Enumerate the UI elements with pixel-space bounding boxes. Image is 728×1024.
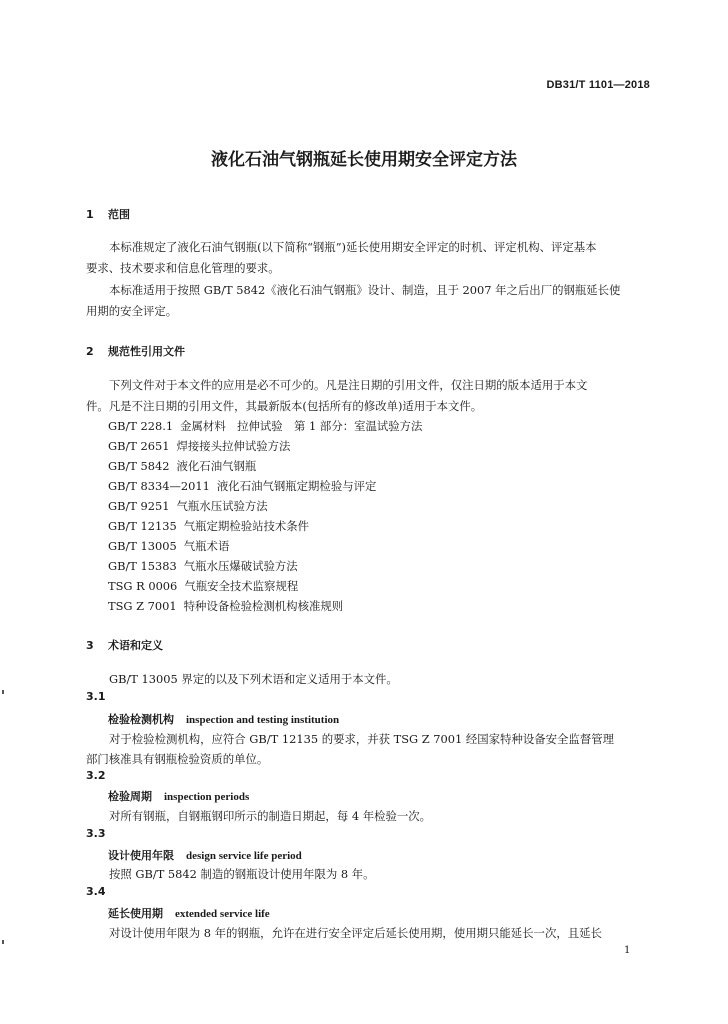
reference-name: 气瓶水压爆破试验方法 bbox=[183, 559, 298, 573]
term-zh: 检验周期 bbox=[108, 790, 152, 803]
term-en: design service life period bbox=[186, 850, 302, 862]
section-1-heading bbox=[86, 206, 130, 222]
reference-name: 特种设备检验检测机构核准规则 bbox=[183, 599, 344, 613]
section-2-heading bbox=[86, 343, 185, 359]
page-number: 1 bbox=[624, 945, 631, 956]
reference-code: GB/T 9251 bbox=[108, 499, 170, 513]
reference-code: GB/T 2651 bbox=[108, 439, 170, 453]
term-en: inspection and testing institution bbox=[186, 714, 340, 726]
terms-intro: GB/T 13005 界定的以及下列术语和定义适用于本文件。 bbox=[109, 672, 398, 686]
term-number: 3.1 bbox=[86, 690, 106, 703]
reference-name: 气瓶安全技术监察规程 bbox=[184, 579, 299, 593]
reference-item bbox=[108, 418, 422, 434]
scan-mark bbox=[2, 690, 4, 694]
reference-item bbox=[108, 438, 290, 454]
reference-name: 气瓶水压试验方法 bbox=[176, 499, 268, 513]
scope-para1-line1: 本标准规定了液化石油气钢瓶(以下简称“钢瓶”)延长使用期安全评定的时机、评定机构、评定基本 bbox=[109, 240, 597, 254]
references-intro-line1: 下列文件对于本文件的应用是必不可少的。凡是注日期的引用文件，仅注日期的版本适用于本文 bbox=[109, 378, 588, 392]
section-3-heading bbox=[86, 637, 163, 653]
standard-code: DB31/T 1101—2018 bbox=[546, 79, 650, 91]
term-zh: 检验检测机构 bbox=[108, 713, 174, 726]
reference-code: GB/T 8334—2011 bbox=[108, 479, 210, 493]
reference-item bbox=[108, 558, 298, 574]
reference-name: 气瓶术语 bbox=[183, 539, 230, 553]
scan-mark bbox=[2, 940, 4, 944]
term-definition-line1: 按照 GB/T 5842 制造的钢瓶设计使用年限为 8 年。 bbox=[109, 867, 375, 881]
reference-code: GB/T 15383 bbox=[108, 559, 177, 573]
term-heading bbox=[108, 847, 302, 863]
reference-code: TSG R 0006 bbox=[108, 579, 178, 593]
term-number: 3.3 bbox=[86, 827, 106, 840]
reference-name: 液化石油气钢瓶定期检验与评定 bbox=[216, 479, 377, 493]
reference-item bbox=[108, 538, 229, 554]
document-title: 液化石油气钢瓶延长使用期安全评定方法 bbox=[211, 150, 517, 170]
section-title: 范围 bbox=[108, 208, 130, 221]
term-definition-line1: 对所有钢瓶，自钢瓶钢印所示的制造日期起，每 4 年检验一次。 bbox=[109, 809, 432, 823]
section-number: 1 bbox=[86, 208, 94, 221]
references-intro-line2: 件。凡是不注日期的引用文件，其最新版本(包括所有的修改单)适用于本文件。 bbox=[86, 399, 483, 413]
term-heading bbox=[108, 788, 249, 804]
reference-name: 气瓶定期检验站技术条件 bbox=[183, 519, 310, 533]
term-zh: 设计使用年限 bbox=[108, 849, 174, 862]
reference-code: GB/T 13005 bbox=[108, 539, 177, 553]
reference-code: GB/T 228.1 bbox=[108, 419, 174, 433]
reference-item bbox=[108, 518, 309, 534]
reference-name: 液化石油气钢瓶 bbox=[176, 459, 257, 473]
section-title: 术语和定义 bbox=[108, 639, 163, 652]
term-zh: 延长使用期 bbox=[108, 907, 163, 920]
term-definition-line2: 部门核准具有钢瓶检验资质的单位。 bbox=[86, 752, 269, 766]
term-definition-line1: 对于检验检测机构，应符合 GB/T 12135 的要求，并获 TSG Z 7001 经国家特种设备安全监督管理 bbox=[109, 732, 614, 746]
section-number: 2 bbox=[86, 345, 94, 358]
term-definition-line1: 对设计使用年限为 8 年的钢瓶，允许在进行安全评定后延长使用期，使用期只能延长一次，且延长 bbox=[109, 926, 602, 940]
term-en: inspection periods bbox=[164, 791, 250, 803]
reference-item bbox=[108, 458, 256, 474]
reference-item bbox=[108, 578, 298, 594]
scope-para1-line2: 要求、技术要求和信息化管理的要求。 bbox=[86, 261, 280, 275]
reference-code: TSG Z 7001 bbox=[108, 599, 177, 613]
reference-code: GB/T 12135 bbox=[108, 519, 177, 533]
term-en: extended service life bbox=[175, 908, 270, 920]
reference-item bbox=[108, 598, 343, 614]
term-number: 3.2 bbox=[86, 769, 106, 782]
scope-para2-line2: 用期的安全评定。 bbox=[86, 304, 178, 318]
term-heading bbox=[108, 711, 339, 727]
reference-item bbox=[108, 478, 376, 494]
reference-item bbox=[108, 498, 268, 514]
scope-para2-line1: 本标准适用于按照 GB/T 5842《液化石油气钢瓶》设计、制造，且于 2007 年之后出厂的钢瓶延长使 bbox=[109, 283, 621, 297]
reference-name: 金属材料 拉伸试验 第 1 部分：室温试验方法 bbox=[180, 419, 423, 433]
section-number: 3 bbox=[86, 639, 94, 652]
term-heading bbox=[108, 905, 270, 921]
reference-name: 焊接接头拉伸试验方法 bbox=[176, 439, 291, 453]
reference-code: GB/T 5842 bbox=[108, 459, 170, 473]
section-title: 规范性引用文件 bbox=[108, 345, 185, 358]
term-number: 3.4 bbox=[86, 885, 106, 898]
